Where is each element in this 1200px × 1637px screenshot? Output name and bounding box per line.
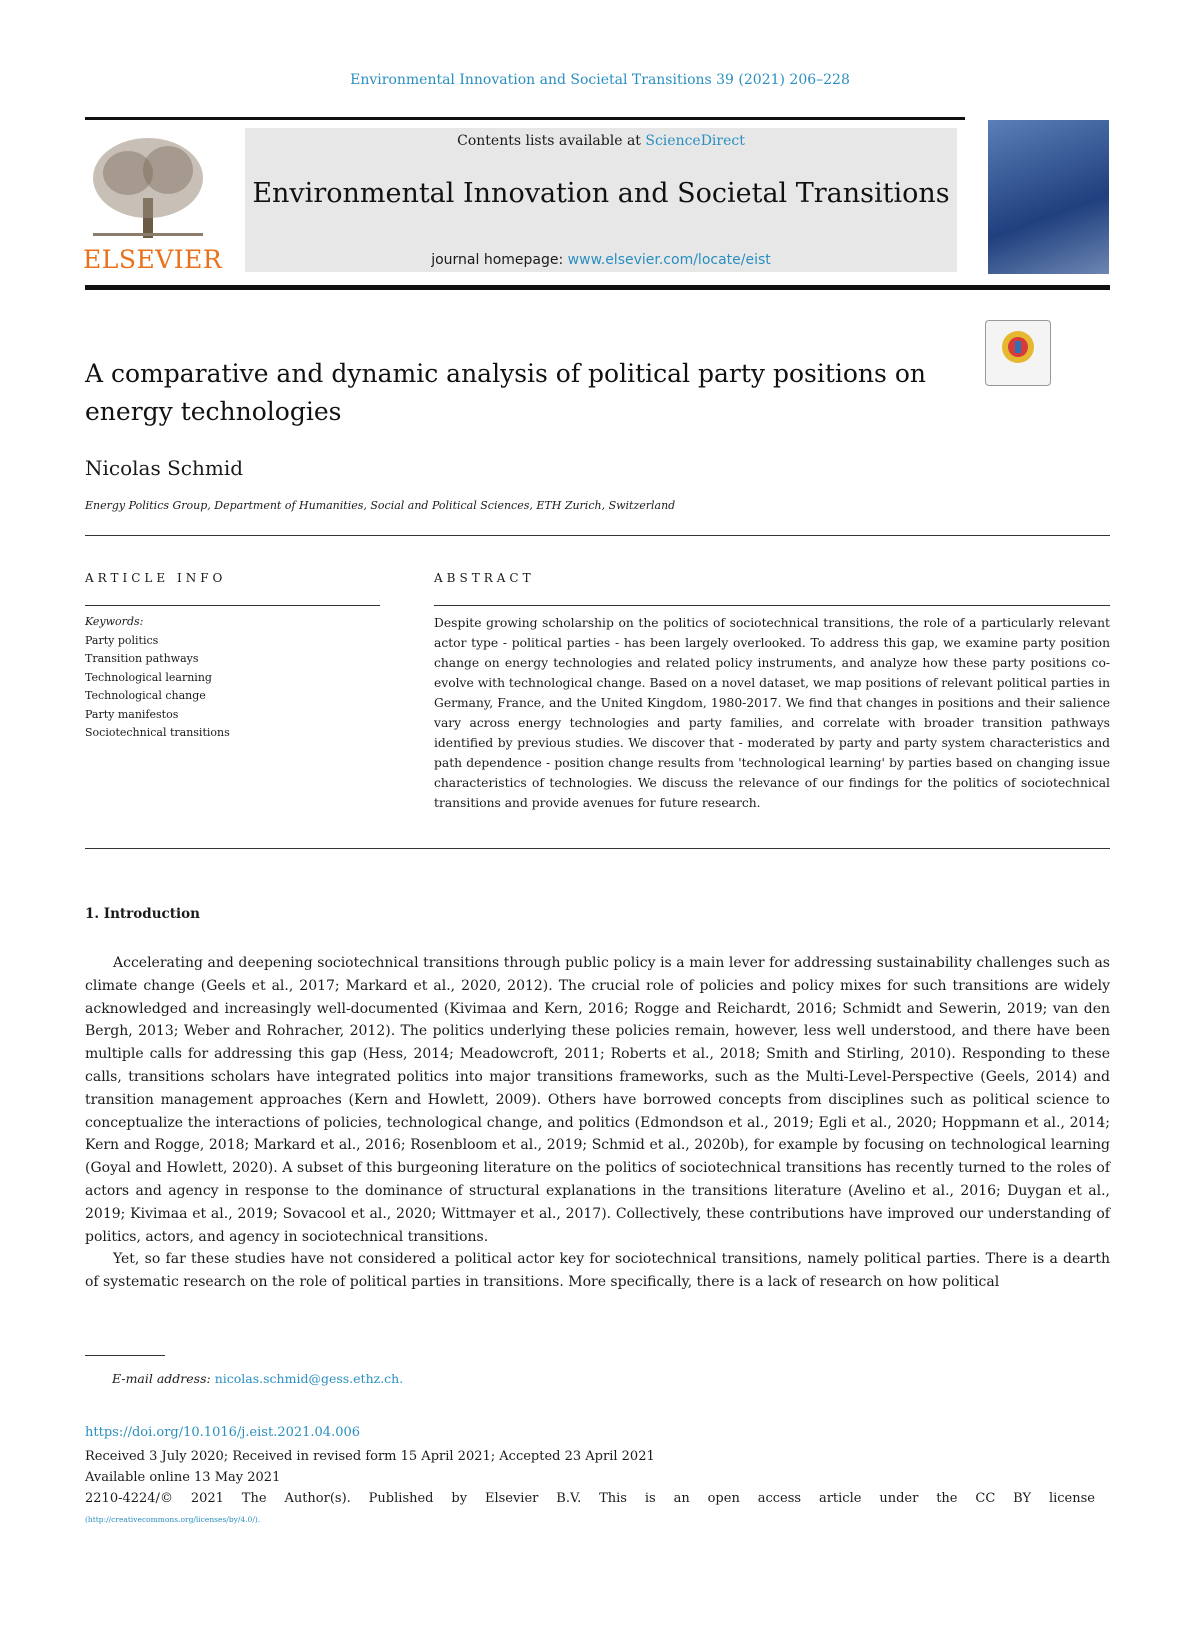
sciencedirect-link[interactable]: ScienceDirect	[645, 133, 745, 149]
doi-link[interactable]: https://doi.org/10.1016/j.eist.2021.04.006	[85, 1425, 361, 1440]
journal-cover-image	[988, 120, 1109, 274]
author-name: Nicolas Schmid	[85, 456, 244, 480]
article-title: A comparative and dynamic analysis of political party positions on energy technologies	[85, 359, 926, 426]
elsevier-wordmark: ELSEVIER	[83, 245, 223, 274]
abstract-heading: ABSTRACT	[434, 571, 535, 585]
homepage-line	[245, 252, 957, 268]
header-rule-bottom	[85, 285, 1110, 290]
footnote	[112, 1371, 403, 1386]
author-affiliation: Energy Politics Group, Department of Humanities, Social and Political Sciences, ETH Zurich, Switzerland	[85, 499, 676, 512]
license-text: 2210-4224/© 2021 The Author(s). Published by Elsevier B.V. This is an open access article under the CC BY license	[85, 1491, 1095, 1506]
paragraph: Accelerating and deepening sociotechnical transitions through public policy is a main lever for addressing sustainability challenges such as climate change (Geels et al., 2017; Markard et al., 2020, 2012). The crucial role of policies and policy mixes for such transitions are widely acknowledged and increasingly well-documented (Kivimaa and Kern, 2016; Rogge and Reichardt, 2016; Schmidt and Sewerin, 2019; van den Bergh, 2013; Weber and Rohracher, 2012). The politics underlying these policies remain, however, less well understood, and there have been multiple calls for addressing this gap (Hess, 2014; Meadowcroft, 2011; Roberts et al., 2018; Smith and Stirling, 2010). Responding to these calls, transitions scholars have integrated politics into major transitions frameworks, such as the Multi-Level-Perspective (Geels, 2014) and transition management approaches (Kern and Howlett, 2009). Others have borrowed concepts from disciplines such as political science to conceptualize the interactions of policies, technological change, and politics (Edmondson et al., 2019; Egli et al., 2020; Hoppmann et al., 2014; Kern and Rogge, 2018; Markard et al., 2016; Rosenbloom et al., 2019; Schmid et al., 2020b), for example by focusing on technological learning (Goyal and Howlett, 2020). A subset of this burgeoning literature on the politics of sociotechnical transitions has recently turned to the roles of actors and agency in response to the dominance of structural explanations in the transitions literature (Avelino et al., 2016; Duygan et al., 2019; Kivimaa et al., 2019; Sovacool et al., 2020; Wittmayer et al., 2017). Collectively, these contributions have improved our understanding of politics, actors, and agency in sociotechnical transitions.	[85, 955, 1110, 1245]
keywords-list	[85, 613, 385, 743]
header-rule-top	[85, 117, 965, 120]
homepage-link[interactable]: www.elsevier.com/locate/eist	[567, 252, 771, 268]
keyword: Party politics	[85, 633, 159, 647]
article-info-heading: ARTICLE INFO	[85, 571, 227, 585]
divider	[85, 605, 380, 606]
keyword: Technological change	[85, 689, 206, 702]
keyword: Technological learning	[85, 670, 212, 684]
body-text	[85, 952, 1110, 1294]
divider	[85, 535, 1110, 536]
keyword: Party manifestos	[85, 707, 179, 721]
footnote-rule	[85, 1355, 165, 1356]
section-heading: 1. Introduction	[85, 906, 200, 922]
divider	[85, 848, 1110, 849]
email-label: E-mail address:	[112, 1371, 211, 1386]
journal-title: Environmental Innovation and Societal Transitions	[252, 178, 950, 209]
check-for-updates-icon[interactable]	[985, 320, 1051, 386]
keywords-label: Keywords:	[85, 615, 144, 628]
available-online: Available online 13 May 2021	[85, 1470, 281, 1485]
journal-reference[interactable]: Environmental Innovation and Societal Transitions 39 (2021) 206–228	[350, 72, 850, 88]
keyword: Sociotechnical transitions	[85, 726, 230, 739]
contents-prefix: Contents lists available at	[457, 133, 646, 149]
email-link[interactable]: nicolas.schmid@gess.ethz.ch.	[214, 1371, 404, 1386]
paragraph: Yet, so far these studies have not considered a political actor key for sociotechnical transitions, namely political parties. There is a dearth of systematic research on the role of political parties in transitions. More specifically, there is a lack of research on how political	[85, 1251, 1110, 1291]
homepage-prefix: journal homepage:	[431, 252, 568, 268]
abstract-text: Despite growing scholarship on the politics of sociotechnical transitions, the role of a particularly relevant actor type - political parties - has been largely overlooked. To address this gap, we examine party position change on energy technologies and related policy instruments, and analyze how these party positions co-evolve with technological change. Based on a novel dataset, we map positions of relevant political parties in Germany, France, and the United Kingdom, 1980-2017. We find that changes in positions and their salience vary across energy technologies and party families, and correlate with broader transition pathways identified by previous studies. We discover that - moderated by party and party system characteristics and path dependence - position change results from 'technological learning' by parties based on changing issue characteristics of technologies. We discuss the relevance of our findings for the politics of sociotechnical transitions and provide avenues for future research.	[434, 616, 1110, 810]
contents-line	[245, 133, 957, 149]
divider	[434, 605, 1110, 606]
license-link[interactable]: (http://creativecommons.org/licenses/by/4.0/).	[85, 1515, 261, 1524]
received-dates: Received 3 July 2020; Received in revised form 15 April 2021; Accepted 23 April 2021	[85, 1449, 655, 1464]
keyword: Transition pathways	[85, 652, 199, 665]
